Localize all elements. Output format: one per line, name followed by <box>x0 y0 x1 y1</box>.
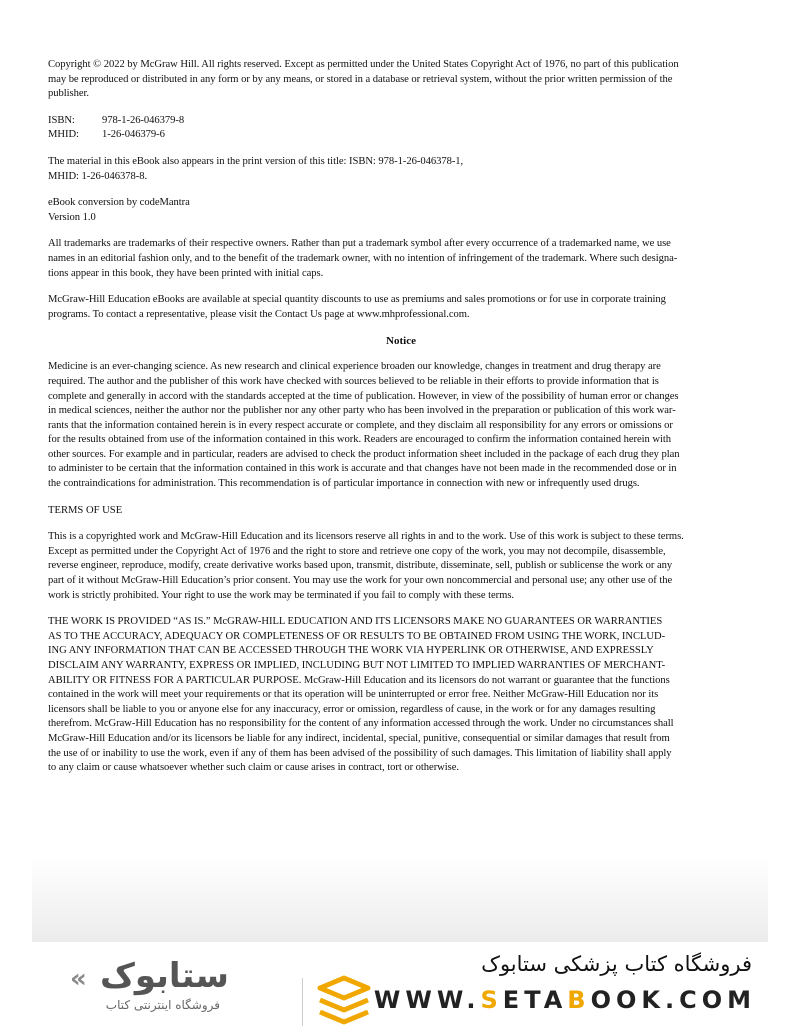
copyright-paragraph <box>48 58 754 102</box>
text-line: publisher. <box>48 88 89 100</box>
terms-heading: TERMS OF USE <box>48 504 123 516</box>
text-line: therefrom. McGraw-Hill Education has no responsibility for the content of any information accessed through the work. Under no circumstances shall <box>48 718 674 730</box>
setabook-logo <box>70 956 290 1016</box>
text-line: Version 1.0 <box>48 211 96 223</box>
text-line: THE WORK IS PROVIDED “AS IS.” McGRAW-HILL EDUCATION AND ITS LICENSORS MAKE NO GUARANTEES OR WARRANTIES <box>48 616 663 628</box>
conversion-paragraph <box>48 196 754 225</box>
text-line: The material in this eBook also appears in the print version of this title: ISBN: 978-1-26-046378-1, <box>48 155 464 167</box>
text-line: MHID: 1-26-046378-8. <box>48 170 148 182</box>
terms-paragraph <box>48 530 754 603</box>
text-line: licensors shall be liable to you or anyone else for any inaccuracy, error or omission, regardless of cause, in the work or for any damages resulting <box>48 703 656 715</box>
url-part: WWW. <box>373 986 481 1014</box>
logo-wordmark: ستابوک <box>100 956 229 996</box>
text-line: ING ANY INFORMATION THAT CAN BE ACCESSED THROUGH THE WORK VIA HYPERLINK OR OTHERWISE, AND EXPRESSLY <box>48 645 654 657</box>
text-line: McGraw-Hill Education and/or its licensors be liable for any indirect, incidental, special, punitive, consequential or similar damages that result from <box>48 732 670 744</box>
text-line: Copyright © 2022 by McGraw Hill. All rights reserved. Except as permitted under the United States Copyright Act of 1976, no part of this publication <box>48 59 679 70</box>
text-line: the contraindications for administration. This recommendation is of particular importance in connection with new or infrequently used drugs. <box>48 478 640 490</box>
text-line: to any claim or cause whatsoever whether such claim or cause arises in contract, tort or otherwise. <box>48 762 459 774</box>
text-line: in medical sciences, neither the author nor the publisher nor any other party who has been involved in the preparation or publication of this work war- <box>48 405 676 417</box>
isbn-row <box>48 114 754 129</box>
text-line: Medicine is an ever-changing science. As new research and clinical experience broaden our knowledge, changes in treatment and drug therapy are <box>48 361 661 373</box>
text-line: This is a copyrighted work and McGraw-Hill Education and its licensors reserve all rights in and to the work. Use of this work is subject to these terms. <box>48 531 684 543</box>
logo-divider <box>302 978 303 1026</box>
text-line: complete and generally in accord with the standards accepted at the time of publication. However, in view of the possibility of human error or changes <box>48 390 679 402</box>
watermark-footer <box>0 942 800 1024</box>
text-line: required. The author and the publisher of this work have checked with sources believed to be reliable in their efforts to provide information that is <box>48 375 659 387</box>
text-line: programs. To contact a representative, please visit the Contact Us page at www.mhprofessional.com. <box>48 308 470 320</box>
text-line: contained in the work will meet your requirements or that its operation will be uninterrupted or error free. Neither McGraw-Hill Education nor its <box>48 689 659 701</box>
url-accent-letter: B <box>567 986 591 1014</box>
text-line: the use of or inability to use the work, even if any of them has been advised of the possibility of such damages. This limitation of liability shall apply <box>48 747 672 759</box>
text-line: DISCLAIM ANY WARRANTY, EXPRESS OR IMPLIED, INCLUDING BUT NOT LIMITED TO IMPLIED WARRANTIES OF MERCHANT- <box>48 660 666 671</box>
notice-paragraph <box>48 360 754 491</box>
text-line: Except as permitted under the Copyright Act of 1976 and the right to store and retrieve one copy of the work, you may not decompile, disassemble, <box>48 545 666 557</box>
url-part: OOK.COM <box>590 986 756 1014</box>
text-line: to administer to be certain that the information contained in this work is accurate and that changes have not been made in the recommended dose or in <box>48 463 677 475</box>
text-line: part of it without McGraw-Hill Education’s prior consent. You may use the work for your own noncommercial and personal use; any other use of the <box>48 575 673 587</box>
text-line: tions appear in this book, they have been printed with initial caps. <box>48 267 324 279</box>
mhid-row <box>48 128 754 143</box>
logo-subtitle: فروشگاه اینترنتی کتاب <box>105 998 220 1012</box>
warranty-paragraph <box>48 615 754 776</box>
text-line: ABILITY OR FITNESS FOR A PARTICULAR PURPOSE. McGraw-Hill Education and its licensors do not warrant or guarantee that the functions <box>48 674 670 686</box>
book-stack-icon <box>314 974 374 1030</box>
trademarks-paragraph <box>48 237 754 281</box>
store-name: فروشگاه کتاب پزشکی ستابوک <box>481 952 752 976</box>
discounts-paragraph <box>48 293 754 322</box>
text-line: McGraw-Hill Education eBooks are available at special quantity discounts to use as premiums and sales promotions or for use in corporate training <box>48 294 666 306</box>
url-part: ETA <box>502 986 568 1014</box>
mhid-label: MHID: <box>48 129 79 141</box>
mhid-value: 1-26-046379-6 <box>102 129 165 141</box>
text-line: names in an editorial fashion only, and to the benefit of the trademark owner, with no intention of infringement of the trademark. Where such designa- <box>48 252 678 264</box>
isbn-value: 978-1-26-046379-8 <box>102 114 185 126</box>
text-line: reverse engineer, reproduce, modify, create derivative works based upon, transmit, distribute, disseminate, sell, publish or sublicense the work or any <box>48 560 673 572</box>
text-line: may be reproduced or distributed in any form or by any means, or stored in a database or retrieval system, without the prior written permission of the <box>48 73 673 85</box>
text-line: work is strictly prohibited. Your right to use the work may be terminated if you fail to comply with these terms. <box>48 589 514 601</box>
page-shadow-band <box>32 858 768 942</box>
double-chevron-icon: « <box>70 964 87 994</box>
url-accent-letter: S <box>480 986 503 1014</box>
text-line: for the results obtained from use of the information contained in this work. Readers are encouraged to confirm the information contained herein with <box>48 434 672 446</box>
text-line: rants that the information contained herein is in every respect accurate or complete, and they disclaim all responsibility for any errors or omissions or <box>48 419 673 431</box>
isbn-label: ISBN: <box>48 114 75 126</box>
document-page <box>48 58 754 788</box>
text-line: other sources. For example and in particular, readers are advised to check the product information sheet included in the package of each drug they plan <box>48 448 680 460</box>
isbn-block <box>48 114 754 143</box>
text-line: All trademarks are trademarks of their respective owners. Rather than put a trademark symbol after every occurrence of a trademarked name, we use <box>48 238 671 250</box>
print-version-paragraph <box>48 155 754 184</box>
site-url <box>374 986 756 1014</box>
text-line: AS TO THE ACCURACY, ADEQUACY OR COMPLETENESS OF OR RESULTS TO BE OBTAINED FROM USING THE WORK, INCLUD- <box>48 630 666 642</box>
notice-heading: Notice <box>386 335 416 348</box>
text-line: eBook conversion by codeMantra <box>48 197 190 209</box>
